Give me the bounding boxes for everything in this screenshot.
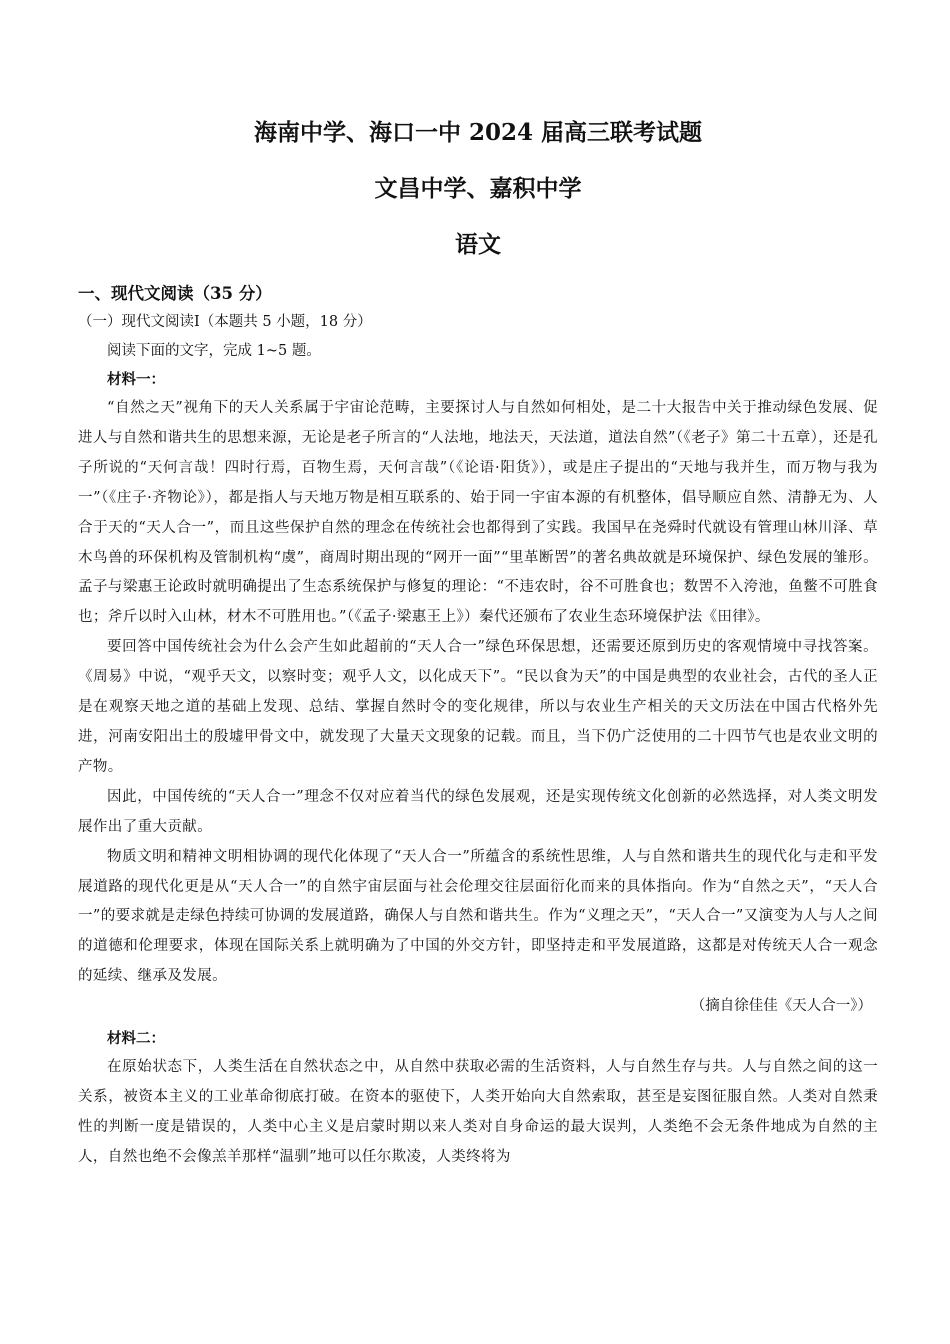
material-one-paragraph: 物质文明和精神文明相协调的现代化体现了“天人合一”所蕴含的系统性思维，人与自然和谐共生的现代化与走和平发展道路的现代化更是从“天人合一”的自然宇宙层面与社会伦理交往层面衍化而来的具体指向。作为“自然之天”，“天人合一”的要求就是走绿色持续可协调的发展道路，确保人与自然和谐共生。作为“义理之天”，“天人合一”又演变为人与人之间的道德和伦理要求，体现在国际关系上就明确为了中国的外交方针，即坚持走和平发展道路，这都是对传统天人合一观念的延续、继承及发展。 <box>78 848 878 985</box>
section-heading: 一、现代文阅读（35 分） <box>78 284 272 303</box>
material-one-paragraph: 要回答中国传统社会为什么会产生如此超前的“天人合一”绿色环保思想，还需要还原到历史的客观情境中寻找答案。《周易》中说，“观乎天文，以察时变；观乎人文，以化成天下”。“民以食为天”的中国是典型的农业社会，古代的圣人正是在观察天地之道的基础上发现、总结、掌握自然时令的变化规律，所以与农业生产相关的天文历法在中国古代格外先进，河南安阳出土的殷墟甲骨文中，就发现了大量天文现象的记载。而且，当下仍广泛使用的二十四节气也是农业文明的产物。 <box>78 639 878 775</box>
material-two-heading: 材料二： <box>107 1030 165 1048</box>
reading-instruction: 阅读下面的文字，完成 1~5 题。 <box>107 343 321 359</box>
exam-schools: 文昌中学、嘉积中学 <box>374 175 582 202</box>
material-two-paragraph: 在原始状态下，人类生活在自然状态之中，从自然中获取必需的生活资料，人与自然生存与共。人与自然之间的这一关系，被资本主义的工业革命彻底打破。在资本的驱使下，人类开始向大自然索取，甚至是妄图征服自然。人类对自然秉性的判断一度是错误的，人类中心主义是启蒙时期以来人类对自身命运的最大误判，人类绝不会无条件地成为自然的主人，自然也绝不会像羔羊那样“温驯”地可以任尔欺凌，人类终将为 <box>78 1059 878 1165</box>
document-page <box>78 118 878 1173</box>
section-subheading: （一）现代文阅读Ⅰ（本题共 5 小题，18 分） <box>78 314 372 330</box>
exam-title: 海南中学、海口一中 2024 届高三联考试题 <box>253 119 703 146</box>
exam-subject: 语文 <box>455 231 501 258</box>
material-one-paragraph: 因此，中国传统的“天人合一”理念不仅对应着当代的绿色发展观，还是实现传统文化创新的必然选择，对人类文明发展作出了重大贡献。 <box>78 788 878 835</box>
material-one-paragraph: “自然之天”视角下的天人关系属于宇宙论范畴，主要探讨人与自然如何相处，是二十大报告中关于推动绿色发展、促进人与自然和谐共生的思想来源，无论是老子所言的“人法地，地法天，天法道，道法自然”（《老子》第二十五章），还是孔子所说的“天何言哉！四时行焉，百物生焉，天何言哉”（《论语·阳货》），或是庄子提出的“天地与我并生，而万物与我为一”（《庄子·齐物论》），都是指人与天地万物是相互联系的、始于同一宇宙本源的有机整体，倡导顺应自然、清静无为、人合于天的“天人合一”，而且这些保护自然的理念在传统社会也都得到了实践。我国早在尧舜时代就设有管理山林川泽、草木鸟兽的环保机构及管制机构“虞”，商周时期出现的“网开一面”“里革断罟”的著名典故就是环境保护、绿色发展的雏形。孟子与梁惠王论政时就明确提出了生态系统保护与修复的理论：“不违农时，谷不可胜食也；数罟不入洿池，鱼鳖不可胜食也；斧斤以时入山林，材木不可胜用也。”（《孟子·梁惠王上》）秦代还颁布了农业生态环境保护法《田律》。 <box>78 400 878 626</box>
material-two-body <box>78 1053 878 1173</box>
material-one-body <box>78 394 878 1022</box>
material-one-source: （摘自徐佳佳《天人合一》） <box>690 998 872 1015</box>
material-one-heading: 材料一： <box>107 371 165 388</box>
